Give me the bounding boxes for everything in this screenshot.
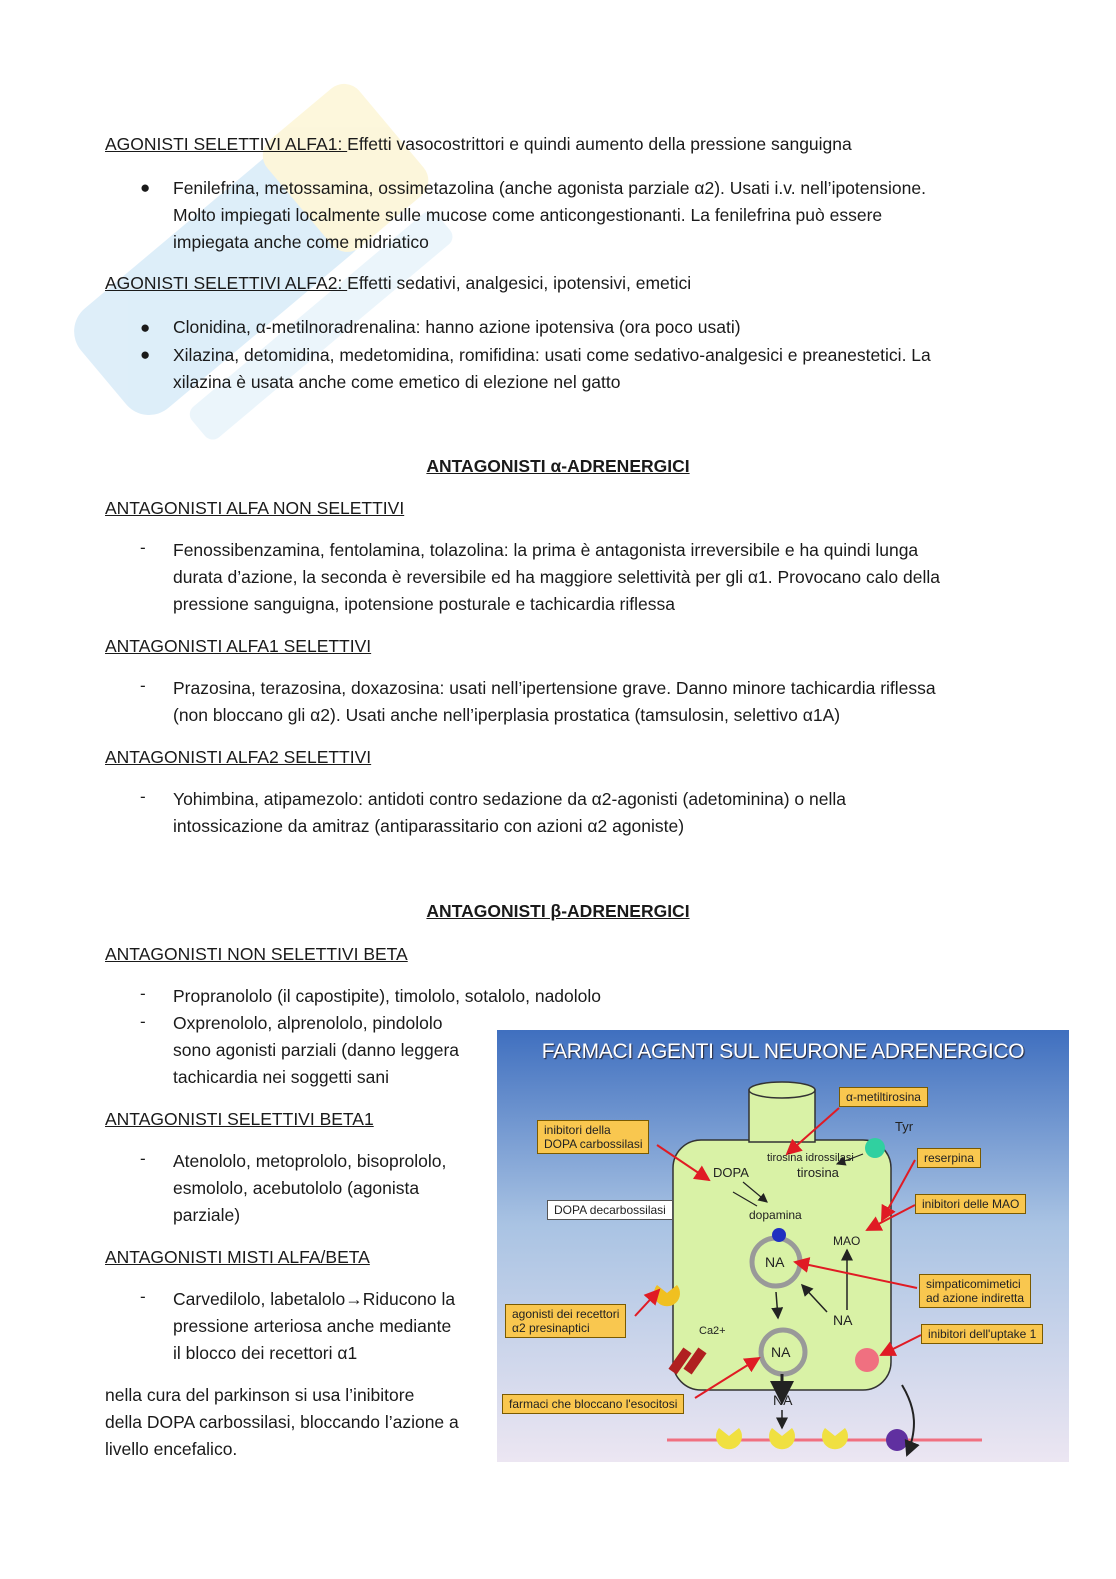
- beta-item2-line1: Oxprenololo, alprenololo, pindololo: [173, 1013, 443, 1033]
- label-na-cytoplasm: NA: [833, 1312, 853, 1328]
- label-farmaci-esocitosi: farmaci che bloccano l'esocitosi: [502, 1394, 684, 1414]
- alfa2-heading: AGONISTI SELETTIVI ALFA2:: [105, 273, 348, 293]
- alpha-non-selective-line3: pressione sanguigna, ipotensione posturale e tachicardia riflessa: [173, 594, 675, 614]
- mixed-line3: il blocco dei recettori α1: [173, 1343, 358, 1363]
- adrenergic-neuron-figure: [497, 1030, 1069, 1462]
- alfa2-text: Effetti sedativi, analgesici, ipotensivi, emetici: [347, 273, 692, 293]
- label-inibitori-dopa: inibitori della DOPA carbossilasi: [537, 1120, 649, 1154]
- figure-title: FARMACI AGENTI SUL NEURONE ADRENERGICO: [541, 1040, 1025, 1063]
- alpha1-selective-line2: (non bloccano gli α2). Usati anche nell’iperplasia prostatica (tamsulosin, selettivo α1A): [173, 705, 841, 725]
- label-inibitori-uptake: inibitori dell'uptake 1: [921, 1324, 1043, 1344]
- label-metiltirosina: α-metiltirosina: [839, 1087, 928, 1107]
- closing-line2: della DOPA carbossilasi, bloccando l’azione a: [105, 1412, 459, 1432]
- label-simpaticomimetici: simpaticomimetici ad azione indiretta: [919, 1274, 1031, 1308]
- closing-line3: livello encefalico.: [105, 1439, 238, 1459]
- alfa1-bullet-line2: Molto impiegati localmente sulle mucose come anticongestionanti. La fenilefrina può essere: [173, 205, 883, 225]
- alpha-non-selective-line2: durata d’azione, la seconda è reversibile ed ha maggiore selettività per gli α1. Provocano calo della: [173, 567, 940, 587]
- alfa2-paragraph: [105, 270, 691, 298]
- beta1-selective-heading: ANTAGONISTI SELETTIVI BETA1: [105, 1109, 374, 1129]
- bullet-icon: ●: [140, 318, 151, 337]
- beta1-line1: Atenololo, metoprololo, bisoprololo,: [173, 1151, 447, 1171]
- alpha2-selective-line2: intossicazione da amitraz (antiparassitario con azioni α2 agoniste): [173, 816, 685, 836]
- alfa2-bullet2-line1: Xilazina, detomidina, medetomidina, romifidina: usati come sedativo-analgesici e preanestetici. La: [173, 345, 931, 365]
- dash-bullet: -: [140, 538, 146, 557]
- alfa2-bullet1: Clonidina, α-metilnoradrenalina: hanno azione ipotensiva (ora poco usati): [173, 317, 741, 337]
- dash-bullet: -: [140, 676, 146, 695]
- mixed-heading: ANTAGONISTI MISTI ALFA/BETA: [105, 1247, 370, 1267]
- closing-line1: nella cura del parkinson si usa l’inibitore: [105, 1385, 415, 1405]
- label-na-vesicle: NA: [765, 1254, 785, 1270]
- alpha2-selective-line1: Yohimbina, atipamezolo: antidoti contro sedazione da α2-agonisti (adetominina) o nella: [173, 789, 846, 809]
- mixed-effect: Riducono la: [362, 1289, 456, 1309]
- label-calcium: Ca2+: [699, 1325, 726, 1337]
- alpha1-selective-heading: ANTAGONISTI ALFA1 SELETTIVI: [105, 636, 372, 656]
- label-na-release: NA: [771, 1344, 791, 1360]
- label-dopamina: dopamina: [749, 1208, 802, 1222]
- mixed-line2: pressione arteriosa anche mediante: [173, 1316, 452, 1336]
- beta-antagonists-title: ANTAGONISTI β-ADRENERGICI: [426, 901, 690, 921]
- alfa1-bullet-line1: Fenilefrina, metossamina, ossimetazolina (anche agonista parziale α2). Usati i.v. nell’ipotensione.: [173, 178, 926, 198]
- alfa1-bullet-line3: impiegata anche come midriatico: [173, 232, 429, 252]
- dash-bullet: -: [140, 1287, 146, 1306]
- vesicle-transporter: [772, 1228, 786, 1242]
- label-dopa: DOPA: [713, 1165, 749, 1180]
- alfa1-paragraph: [105, 131, 852, 159]
- alfa2-bullet2-line2: xilazina è usata anche come emetico di elezione nel gatto: [173, 372, 621, 392]
- bullet-icon: ●: [140, 345, 151, 364]
- alpha-antagonists-title: ANTAGONISTI α-ADRENERGICI: [426, 456, 690, 476]
- beta-item1: Propranololo (il capostipite), timololo, sotalolo, nadololo: [173, 986, 602, 1006]
- dash-bullet: -: [140, 1149, 146, 1168]
- alfa1-text: Effetti vasocostrittori e quindi aumento della pressione sanguigna: [347, 134, 852, 154]
- label-agonisti-recettori: agonisti dei recettori α2 presinaptici: [505, 1304, 626, 1338]
- postsynaptic-receptor: [886, 1429, 908, 1451]
- dash-bullet: -: [140, 787, 146, 806]
- arrow-icon: →: [345, 1289, 363, 1309]
- beta1-line3: parziale): [173, 1205, 241, 1225]
- label-inibitori-mao: inibitori delle MAO: [915, 1194, 1026, 1214]
- label-na-synapse: NA: [773, 1392, 793, 1408]
- alpha-non-selective-line1: Fenossibenzamina, fentolamina, tolazolina: la prima è antagonista irreversibile e ha quindi lunga: [173, 540, 919, 560]
- beta-non-selective-heading: ANTAGONISTI NON SELETTIVI BETA: [105, 944, 408, 964]
- label-tirosina-idrossilasi: tirosina idrossilasi: [767, 1152, 854, 1164]
- alpha1-selective-line1: Prazosina, terazosina, doxazosina: usati nell’ipertensione grave. Danno minore tachicardia riflessa: [173, 678, 936, 698]
- bullet-icon: ●: [140, 178, 151, 197]
- beta-item2-line2: sono agonisti parziali (danno leggera: [173, 1040, 460, 1060]
- label-reserpina: reserpina: [917, 1148, 981, 1168]
- beta1-line2: esmololo, acebutololo (agonista: [173, 1178, 420, 1198]
- label-tirosina: tirosina: [797, 1165, 839, 1180]
- tyr-transporter: [865, 1138, 885, 1158]
- label-mao: MAO: [833, 1234, 861, 1248]
- alpha2-selective-heading: ANTAGONISTI ALFA2 SELETTIVI: [105, 747, 372, 767]
- label-tyr: Tyr: [895, 1119, 914, 1134]
- beta-item2-line3: tachicardia nei soggetti sani: [173, 1067, 389, 1087]
- uptake-transporter: [855, 1348, 879, 1372]
- alfa1-heading: AGONISTI SELETTIVI ALFA1:: [105, 134, 348, 154]
- label-dopa-decarbossilasi: DOPA decarbossilasi: [547, 1200, 673, 1220]
- dash-bullet: -: [140, 1012, 146, 1031]
- alpha-non-selective-heading: ANTAGONISTI ALFA NON SELETTIVI: [105, 498, 405, 518]
- mixed-drugs: Carvedilolo, labetalolo: [173, 1289, 346, 1309]
- mixed-line1: [173, 1286, 455, 1314]
- dash-bullet: -: [140, 984, 146, 1003]
